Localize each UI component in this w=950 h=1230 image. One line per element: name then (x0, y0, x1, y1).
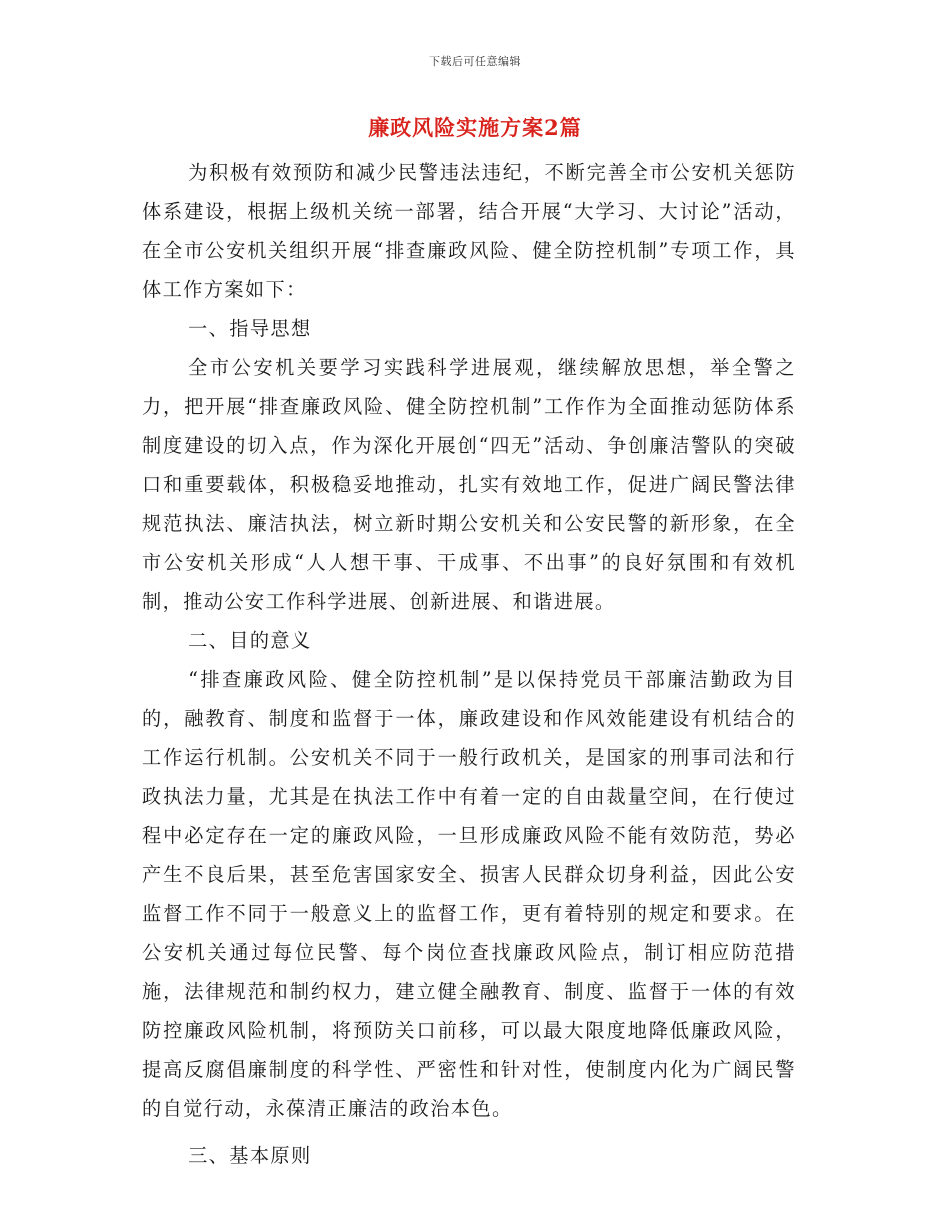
section-heading-purpose: 二、目的意义 (188, 629, 312, 652)
purpose-paragraph: “排查廉政风险、健全防控机制”是以保持党员干部廉洁勤政为目的，融教育、制度和监督于一体，廉政建设和作风效能建设有机结合的工作运行机制。公安机关不同于一般行政机关，是国家的刑事司法和行政执法力量，尤其是在执法工作中有着一定的自由裁量空间，在行使过程中必定存在一定的廉政风险，一旦形成廉政风险不能有效防范，势必产生不良后果，甚至危害国家安全、损害人民群众切身利益，因此公安监督工作不同于一般意义上的监督工作，更有着特别的规定和要求。在公安机关通过每位民警、每个岗位查找廉政风险点，制订相应防范措施，法律规范和制约权力，建立健全融教育、制度、监督于一体的有效防控廉政风险机制，将预防关口前移，可以最大限度地降低廉政风险，提高反腐倡廉制度的科学性、严密性和针对性，使制度内化为广阔民警的自觉行动，永葆清正廉洁的政治本色。 (142, 668, 796, 1120)
document-body (142, 153, 796, 1175)
section-heading-principles: 三、基本原则 (188, 1144, 312, 1167)
section-heading-guiding-ideology: 一、指导思想 (188, 317, 312, 340)
document-title: 廉政风险实施方案2篇 (368, 115, 582, 140)
intro-paragraph: 为积极有效预防和减少民警违法违纪，不断完善全市公安机关惩防体系建设，根据上级机关统一部署，结合开展“大学习、大讨论”活动，在全市公安机关组织开展“排查廉政风险、健全防控机制”专项工作，具体工作方案如下： (142, 161, 796, 301)
guiding-ideology-paragraph: 全市公安机关要学习实践科学进展观，继续解放思想，举全警之力，把开展“排查廉政风险、健全防控机制”工作作为全面推动惩防体系制度建设的切入点，作为深化开展创“四无”活动、争创廉洁警队的突破口和重要载体，积极稳妥地推动，扎实有效地工作，促进广阔民警法律规范执法、廉洁执法，树立新时期公安机关和公安民警的新形象，在全市公安机关形成“人人想干事、干成事、不出事”的良好氛围和有效机制，推动公安工作科学进展、创新进展、和谐进展。 (142, 356, 796, 613)
header-note: 下载后可任意编辑 (429, 55, 521, 68)
